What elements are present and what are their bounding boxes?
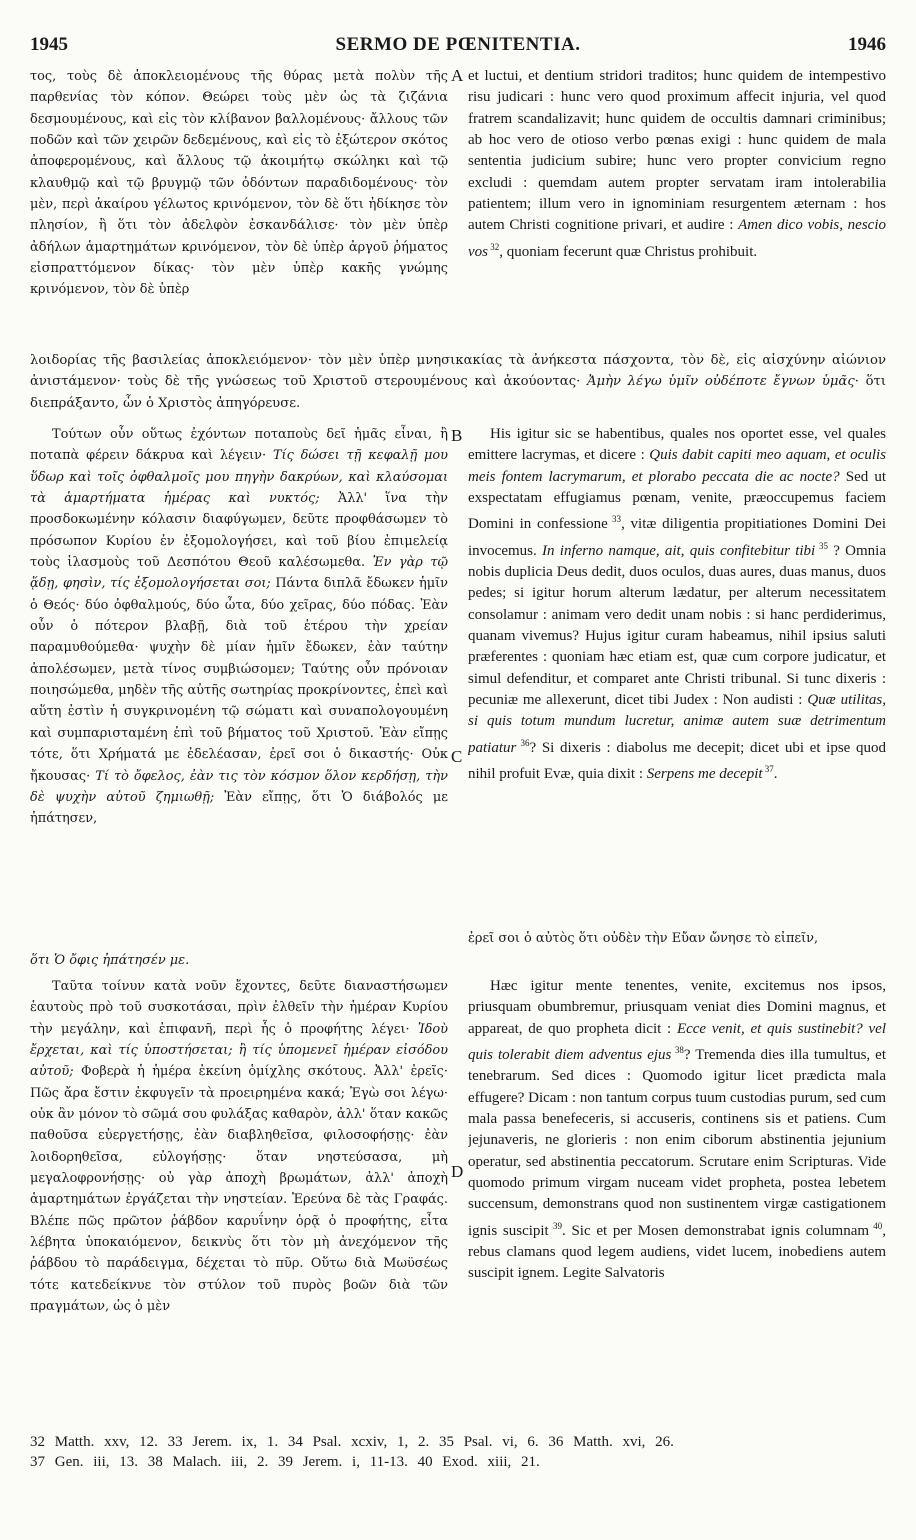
greek-column-1 [30, 66, 448, 346]
latin-text: ? Omnia nobis duplicia Deus dedit, duos oculos, duas aures, duas manus, duos pedes; si igitur horum alterum lædatur, per alterum necessitatem consolamur : animam vero dedit unam nobis : si hanc perdiderimus, quanam vivemus? Hujus igitur curam habeamus, nihil ipsius saluti præferentes : quoniam hæc etiam est, quæ cum corpore judicatur, et simul defenditur, et comparet ante Christi tribunal. Si tunc dixeris : pecuniæ me allexerunt, dicet tibi Judex : Non audisti : [468, 542, 886, 709]
footnote-ref: 38 [671, 1045, 684, 1056]
latin-text: et luctui, et dentium stridori traditos; hunc quidem de intempestivo risu judicari : hunc vero quod proximum affecit injuria, vel quod fratrem scandalizavit; hunc quidem de occultis damnari criminibus; ab hoc vero de otioso verbo pœnas exigi : hunc quidem de mala sententia judicium subire; hunc vero propter convicium regno excludi : quemdam autem propter servatam iram intolerabilia patientem; illum vero in ignominiam resurgentem æternam : hos autem Christi cognitione privari, et audire : [468, 68, 886, 234]
section-marker-b: B [451, 426, 463, 445]
latin-quote: In inferno namque, ait, quis confitebitur tibi [542, 542, 816, 559]
greek-text: Ἐὰν εἴπῃς, ὅτι Ὁ διάβολός με ἠπάτησεν, [30, 789, 448, 827]
greek-text: ἐρεῖ σοι ὁ αὐτὸς ὅτι οὐδὲν τὴν Εὔαν ὤνησε τὸ εἰπεῖν, [468, 931, 819, 946]
greek-column-3 [30, 976, 448, 1396]
footnote-ref: 32 [488, 241, 500, 252]
greek-quote: Ἰδοὺ ἔρχεται, καὶ τίς ὑποστήσεται; ἢ τίς ὑπομενεῖ ἡμέραν εἰσόδου αὐτοῦ; [30, 1021, 448, 1080]
latin-paragraph [468, 66, 886, 263]
latin-text: His igitur sic se habentibus, quales nos oportet esse, vel quales emittere lacrymas, et dicere : [468, 426, 886, 464]
greek-text: · ὅτι διεπράξαντο, ὧν ὁ Χριστὸς ἀπηγόρευσε. [30, 374, 886, 411]
footnote-line: 37 Gen. iii, 13. 38 Malach. iii, 2. 39 Jerem. i, 11-13. 40 Exod. xiii, 21. [30, 1454, 540, 1470]
footnote-ref: 40 [869, 1220, 883, 1231]
greek-paragraph [30, 976, 448, 1318]
latin-column-3 [468, 976, 886, 1396]
latin-text: Hæc igitur mente tenentes, venite, excitemus nos ipsos, priusquam obumbremur, priusquam veniat dies Domini magnus, et appareat, de quo propheta dicit : [468, 978, 886, 1037]
page-number-left: 1945 [30, 34, 68, 55]
latin-text: , rebus clamans quod legem audiens, videt lucem, inobediens autem suscipit ignem. Legite Salvatoris [468, 1222, 886, 1282]
footnote-ref: 39 [548, 1220, 562, 1231]
greek-text: Πάντα διπλᾶ ἔδωκεν ἡμῖν ὁ Θεός· δύο ὀφθαλμούς, δύο ὦτα, δύο χεῖρας, δύο πόδας. Ἐὰν οὖν ὁ πότερον βλαβῇ, διὰ τοῦ ἑτέρου τὴν χρείαν παραμυθούμεθα· ψυχὴν δὲ μίαν ἡμῖν ἔδωκεν, ἐὰν ταύτην ἀπολέσωμεν, μετὰ τίνος συμβιώσομεν; Ταύτης οὖν πρόνοιαν ποιησώμεθα, μηδὲν τῆς αὐτῆς σωτηρίας προκρίνοντες, ἐπεὶ καὶ αὕτη ἐστὶν ἡ συγκρινομένη τῷ σώματι καὶ συναπολογουμένη καὶ συμπαρισταμένη ἐπὶ τοῦ βήματος τοῦ Χριστοῦ. Ἐὰν εἴπῃς τότε, ὅτι Χρήματά με ἐδελέασαν, ἐρεῖ σοι ὁ δικαστής· Οὐκ ἤκουσας· [30, 576, 448, 784]
latin-quote: Ecce venit, et quis sustinebit? vel quis tolerabit diem adventus ejus [468, 1020, 886, 1064]
greek-quote-line [30, 950, 448, 972]
greek-quote: Ἐν γὰρ τῷ ᾅδῃ, φησὶν, τίς ἐξομολογήσεται σοι; [30, 555, 448, 592]
greek-paragraph [30, 424, 448, 830]
greek-quote: Ἀμὴν λέγω ὑμῖν οὐδέποτε ἔγνων ὑμᾶς [586, 374, 855, 390]
page-header [30, 34, 886, 62]
greek-text: Ἀλλ' ἵνα τὴν προσδοκωμένην κόλασιν διαφύγωμεν, δεῦτε προφθάσωμεν τὸ πρόσωπον Κυρίου ἐν ἐξομολογήσει, καὶ τοῦ βίου ἐπιμελείᾳ τοὺς ἱλασμοὺς τοῦ Δεσπότου Θεοῦ καλέσωμεθα. [30, 491, 448, 571]
greek-quote: Τίς δώσει τῇ κεφαλῇ μου ὕδωρ καὶ τοῖς ὀφθαλμοῖς μου πηγὴν δακρύων, καὶ κλαύσομαι τὰ ἁμαρτήματα ἡμέρας καὶ νυκτός; [30, 448, 448, 507]
latin-paragraph [468, 424, 886, 786]
section-marker-a: A [451, 66, 464, 85]
latin-text: , vitæ diligentia propitiationes Domini Dei invocemus. [468, 516, 886, 559]
greek-text: Φοβερὰ ἡ ἡμέρα ἐκείνη ὁμίχλης σκότους. Ἀλλ' ἐρεῖς· Πῶς ἄρα ἔστιν ἐκφυγεῖν τὰ προειρημένα κακά; Ἐγὼ σοι λέγω· οὐκ ἂν μόνον τὸ σῶμά σου φυλάξας καθαρὸν, ἀλλ' ὅταν κακῶς παθοῦσα εὐεργετήσῃς, ἐὰν διαβληθεῖσα, φιλοσοφήσῃς· ἐὰν λοιδορηθεῖσα, εὐλογήσῃς· ὅταν νηστεύσασα, μὴ μεγαλοφρονήσῃς· οὐ γὰρ ἀποχὴ βρωμάτων, ἀλλ' ἀποχὴ ἁμαρτημάτων ἐργάζεται τὴν νηστείαν. Ἐρεύνα δὲ τὰς Γραφάς. Βλέπε πῶς πρῶτον ῥάβδον καρυΐνην ὁρᾷ ὁ προφήτης, εἶτα λέβητα ὑποκαιόμενον, δεικνὺς ὅτι τὸν μὴ ἀνεχόμενον τῆς ῥάβδου τὸ παράδειγμα, δέχεται τὸ πῦρ. Οὕτω διὰ Μωϋσέως τότε κατεδείκνυε τὸν στύλον τοῦ πυρὸς βοῶν διὰ τῶν πραγμάτων, ὡς ὁ μὲν [30, 1064, 448, 1315]
greek-quote: ὅτι Ὁ ὄφις ἠπάτησέν με. [30, 953, 190, 968]
latin-quote: Amen dico vobis, nescio vos [468, 217, 886, 260]
footnote-ref: 36 [516, 737, 530, 748]
section-marker-d: D [451, 1162, 464, 1181]
greek-text: Ταῦτα τοίνυν κατὰ νοῦν ἔχοντες, δεῦτε διαναστήσωμεν ἑαυτοὺς πρὸ τοῦ συσκοτάσαι, πρὶν ἐλθεῖν τὴν ἡμέραν Κυρίου τὴν μεγάλην, καὶ ἐπιφανῆ, περὶ ἧς ὁ προφήτης λέγει· [30, 979, 448, 1037]
footnote-line: 32 Matth. xxv, 12. 33 Jerem. ix, 1. 34 Psal. xcxiv, 1, 2. 35 Psal. vi, 6. 36 Matth. xvi, 26. [30, 1434, 674, 1450]
page-title: SERMO DE PŒNITENTIA. [335, 34, 581, 55]
latin-quote: Serpens me decepit [646, 766, 763, 783]
latin-text: . Sic et per Mosen demonstrabat ignis columnam [561, 1222, 870, 1239]
latin-column-2 [468, 424, 886, 914]
latin-text: . [773, 766, 778, 783]
greek-full-width-1 [30, 350, 886, 416]
page-number-right: 1946 [848, 34, 886, 55]
latin-text: Sed ut exspectatam effugiamus pœnam, venite, præoccupemus faciem Domini in confessione [468, 468, 886, 533]
footnote-ref: 37 [762, 764, 774, 775]
greek-text: λοιδορίας τῆς βασιλείας ἀποκλειόμενον· τὸν μὲν ὑπὲρ μνησικακίας τὰ ἀνήκεστα πάσχοντα, τὸν δὲ, εἰς αἰσχύνην αἰώνιον ἀνιστάμενον· τοὺς δὲ τῆς γνώσεως τοῦ Χριστοῦ στερουμένους καὶ ἀκούοντας· [30, 353, 886, 390]
section-marker-c: C [451, 747, 463, 766]
latin-text: ? Si dixeris : diabolus me decepit; dicet ubi et ipse quod nihil profuit Evæ, quia dixit : [468, 739, 886, 783]
latin-text: , quoniam fecerunt quæ Christus prohibuit. [499, 243, 758, 260]
latin-quote: Quis dabit capiti meo aquam, et oculis meis fontem lacrymarum, et plorabo peccata die ac nocte? [468, 447, 886, 485]
footnote-ref: 35 [815, 540, 828, 551]
footnotes [30, 1432, 886, 1472]
greek-paragraph: τος, τοὺς δὲ ἀποκλειομένους τῆς θύρας μετὰ πολὺν τῆς παρθενίας τὸν κόπον. Θεώρει τοὺς μὲν ὡς τὰ ζιζάνια δεσμουμένους, καὶ εἰς τὸν κλίβανον βαλλομένους· ἄλλους τῶν ποδῶν καὶ τῶν χειρῶν δεδεμένους, καὶ εἰς τὸ ἐξώτερον σκότος ἀποφερομένους, καὶ ἄλλους τῷ ἀκοιμήτῳ σκώληκι καὶ τῷ κλαυθμῷ καὶ τῷ βρυγμῷ τῶν ὀδόντων παραδιδομένους· τὸν μὲν, περὶ ἀκαίρου γέλωτος κρινόμενον, τὸν δὲ ὅτι ἠδίκησε τὸν πλησίον, ἢ ὅτι τὸν ἀδελφὸν ἐσκανδάλισε· τὸν μὲν ὑπὲρ ἀδήλων ἁμαρτημάτων κρινόμενον, τὸν δὲ ὑπὲρ ἀργοῦ ῥήματος εἰσπραττόμενον δίκας· τὸν μὲν ὑπὲρ κακῆς γνώμης κρινόμενον, τὸν δὲ ὑπὲρ [30, 69, 448, 298]
greek-continuation-line [468, 928, 886, 950]
greek-quote: Τί τὸ ὄφελος, ἐὰν τις τὸν κόσμον ὅλον κερδήσῃ, τὴν δὲ ψυχὴν αὐτοῦ ζημιωθῇ; [30, 768, 448, 805]
greek-column-2 [30, 424, 448, 948]
greek-text: Τούτων οὖν οὕτως ἐχόντων ποταποὺς δεῖ ἡμᾶς εἶναι, ἢ ποταπὰ φέρειν δάκρυα καὶ λέγειν· [30, 427, 448, 464]
latin-text: ? Tremenda dies illa tumultus, et tenebrarum. Sed dices : Quomodo igitur licet prædicta mala effugere? Dicam : non tantum corpus tuum custodias purum, sed cum mala passa benefeceris, si accuseris, continens sis et patiens. Cum jejunaveris, ne glorieris : non enim ciborum abstinentia jejunium operatur, sed abstinentia peccatorum. Scrutare enim Scripturas. Vide quomodo primum virgam nuceam videt propheta, postea lebetem succensum, demonstrans quod non sustinentem virgæ castigationem ignis suscipit [468, 1047, 886, 1239]
latin-quote: Quæ utilitas, si quis totum mundum lucretur, animæ autem suæ detrimentum patiatur [468, 692, 886, 756]
latin-column-1 [468, 66, 886, 348]
footnote-ref: 33 [607, 514, 622, 525]
latin-paragraph [468, 976, 886, 1285]
